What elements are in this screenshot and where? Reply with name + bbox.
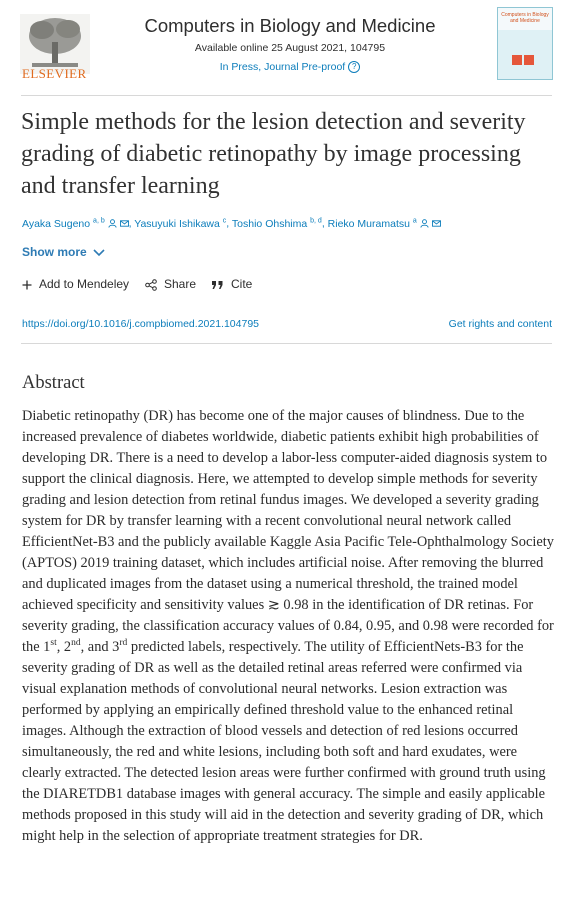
add-to-mendeley-button[interactable] (22, 277, 129, 291)
chevron-down-icon (93, 249, 105, 257)
article-status[interactable] (110, 61, 470, 73)
share-label: Share (164, 277, 197, 291)
email-icon[interactable] (432, 219, 441, 228)
person-icon[interactable] (108, 219, 117, 228)
cover-header (498, 8, 552, 30)
quote-icon (211, 280, 224, 290)
author-link[interactable]: Toshio Ohshima $^{b, d}$ (231, 217, 322, 230)
article-status-label: In Press, Journal Pre-proof (219, 61, 346, 73)
share-icon (145, 279, 157, 291)
author-link[interactable]: Rieko Muramatsu $^a$ (327, 217, 417, 230)
author-list: Ayaka Sugeno $^{a, b}$ , Yasuyuki Ishikawa $^c$, Toshio Ohshima $^{b, d}$, Rieko Muramatsu $^a$ (22, 217, 557, 230)
journal-title-link[interactable]: Computers in Biology and Medicine (144, 15, 436, 36)
email-icon[interactable] (120, 219, 129, 228)
cover-graphic (512, 52, 536, 70)
publisher-name: ELSEVIER (22, 66, 87, 81)
show-more-button[interactable] (22, 245, 105, 259)
get-rights-link[interactable]: Get rights and content (448, 318, 552, 330)
header-divider (21, 95, 552, 96)
author-link[interactable]: Yasuyuki Ishikawa $^c$ (134, 217, 227, 230)
cite-button[interactable] (211, 277, 252, 291)
share-button[interactable] (145, 277, 196, 291)
show-more-label: Show more (22, 245, 87, 259)
author-link[interactable]: Ayaka Sugeno $^{a, b}$ (22, 217, 105, 230)
article-title: Simple methods for the lesion detection and severity grading of diabetic retinopathy by image processing and transfer learning (21, 109, 526, 199)
doi-link[interactable]: https://doi.org/10.1016/j.compbiomed.2021.104795 (22, 318, 260, 330)
journal-cover-thumbnail[interactable] (497, 7, 553, 80)
section-divider (21, 343, 552, 344)
abstract-heading: Abstract (22, 373, 85, 393)
journal-header (0, 0, 575, 95)
help-icon[interactable]: ? (348, 61, 360, 73)
cover-journal-title: Computers in Biology and Medicine (501, 12, 549, 24)
person-icon[interactable] (420, 219, 429, 228)
add-to-mendeley-label: Add to Mendeley (39, 277, 130, 291)
available-online: Available online 25 August 2021, 104795 (194, 42, 386, 54)
cite-label: Cite (231, 277, 253, 291)
plus-icon (22, 280, 32, 290)
abstract-text: Diabetic retinopathy (DR) has become one of the major causes of blindness. Due to the increased prevalence of diabetes worldwide, diabetic patients exhibit high probabilities of developing DR. There is a need to develop a labor-less computer-aided diagnosis system to support the clinical diagnosis. Here, we attempted to develop simple methods for severity grading and lesion detection from retinal fundus images. We developed a severity grading system for DR by transfer learning with a recent convolutional neural network called EfficientNet-B3 and the publicly available Kaggle Asia Pacific Tele-Ophthalmology Society (APTOS) 2019 training dataset, which includes artificial noise. After removing the blurred and duplicated images from the dataset using a numerical threshold, the trained model achieved specificity and sensitivity values ≳ 0.98 in the identification of DR retinas. For severity grading, the classification accuracy values of 0.84, 0.95, and 0.98 were recorded for the 1st, 2nd, and 3rd predicted labels, respectively. The utility of EfficientNets-B3 for the severity grading of DR as well as the detailed retinal areas referred were confirmed via visual explanation methods of convolutional neural networks. Lesion extraction was performed by applying an empirically defined threshold value to the enhanced retinal images. Although the extraction of blood vessels and detection of red lesions occurred simultaneously, the red and white lesions, including both soft and hard exudates, were clearly extracted. The detected lesion areas were further confirmed with ground truth using the DIARETDB1 database images with general accuracy. The simple and easily applicable methods proposed in this study will aid in the detection and severity grading of DR, which might help in the selection of appropriate treatment strategies for DR. (22, 408, 554, 844)
